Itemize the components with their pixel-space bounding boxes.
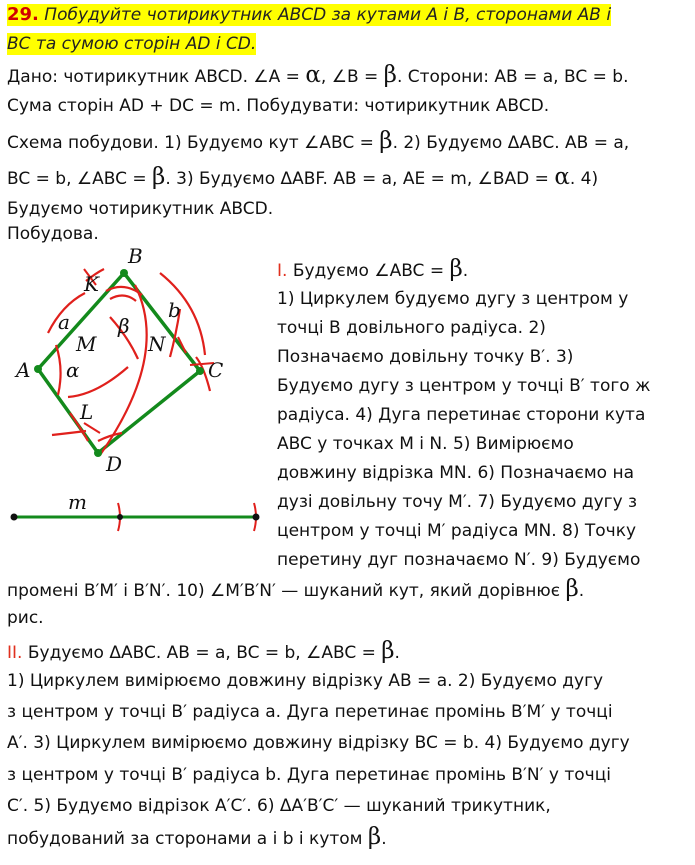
angle-arc-b-inner <box>110 295 136 301</box>
scheme-line-2 <box>7 166 598 190</box>
task-text: Побудуйте чотирикутник ABCD за кутами A і B, сторонами AB і <box>44 5 612 25</box>
point-a <box>34 365 42 373</box>
tick-l <box>84 423 100 433</box>
scheme-text: . 4) <box>569 169 599 189</box>
body-line: Позначаємо довільну точку B′. 3) <box>277 347 574 367</box>
step1-heading: I. Будуємо ∠ABC = β. <box>277 256 469 282</box>
step2-text: побудований за сторонами a і b і кутом <box>7 829 368 849</box>
alpha-symbol: α <box>305 62 321 88</box>
scheme-text: . 3) Будуємо ΔABF. AB = a, AE = m, ∠BAD = <box>165 169 555 189</box>
scheme-text: Схема побудови. 1) Будуємо кут ∠ABC = <box>7 133 380 153</box>
body-line: точці B довільного радіуса. 2) <box>277 318 546 338</box>
angle-arc-a <box>56 345 61 395</box>
task-heading-line-2 <box>7 33 256 55</box>
body-line: з центром у точці B′ радіуса b. Дуга перетинає промінь B′N′ у точці <box>7 764 611 785</box>
body-line: ABC у точках M і N. 5) Вимірюємо <box>277 434 574 454</box>
task-number: 29. <box>7 4 39 25</box>
label-a-side: a <box>58 310 70 334</box>
beta-symbol: β <box>381 638 395 664</box>
scheme-line-3: Будуємо чотирикутник ABCD. <box>7 199 274 219</box>
roman-numeral-1: I. <box>277 261 288 281</box>
step2-final-line: побудований за сторонами a і b і кутом β. <box>7 824 387 850</box>
step1-final-line: промені B′M′ і B′N′. 10) ∠M′B′N′ — шуканий кут, який дорівнює β. <box>7 576 585 602</box>
beta-symbol: β <box>379 128 393 154</box>
given-text: , ∠B = <box>320 67 384 87</box>
arc-top-right <box>160 273 205 355</box>
point-m-start <box>11 514 18 521</box>
label-m: M <box>76 332 97 356</box>
point-b <box>120 269 128 277</box>
task-text-cont: BC та сумою сторін AD і CD. <box>7 34 257 54</box>
step1-title: Будуємо ∠ABC = <box>287 261 450 281</box>
beta-symbol: β <box>565 576 579 602</box>
label-d: D <box>106 452 123 476</box>
label-n: N <box>148 332 166 356</box>
alpha-symbol: α <box>554 164 570 190</box>
body-line: радіуса. 4) Дуга перетинає сторони кута <box>277 405 646 425</box>
body-line: C′. 5) Будуємо відрізок A′C′. 6) ΔA′B′C′ — шуканий трикутник, <box>7 795 551 816</box>
body-line: 1) Циркулем вимірюємо довжину відрізку AB = a. 2) Будуємо дугу <box>7 671 604 691</box>
label-a: A <box>16 358 31 382</box>
step1-text: промені B′M′ і B′N′. 10) ∠M′B′N′ — шуканий кут, який дорівнює <box>7 581 566 601</box>
step1-figure-ref: рис. <box>7 608 44 628</box>
label-b-side: b <box>168 298 181 322</box>
step2-heading: II. Будуємо ΔABC. AB = a, BC = b, ∠ABC = β. <box>7 638 400 664</box>
given-line-1 <box>7 64 628 88</box>
arc-d-left <box>52 431 86 435</box>
given-line-2: Сума сторін AD + DC = m. Побудувати: чотирикутник ABCD. <box>7 96 550 116</box>
scheme-line-1 <box>7 130 629 154</box>
point-d <box>94 449 102 457</box>
beta-symbol: β <box>152 164 166 190</box>
body-line: з центром у точці B′ радіуса a. Дуга перетинає промінь B′M′ у точці <box>7 702 613 723</box>
point-m-mid <box>117 514 123 520</box>
body-line: 1) Циркулем будуємо дугу з центром у <box>277 289 629 309</box>
label-c: C <box>208 358 224 382</box>
label-b: B <box>128 245 143 268</box>
beta-symbol: β <box>449 256 463 282</box>
construction-heading: Побудова. <box>7 224 99 244</box>
label-beta: β <box>118 314 130 338</box>
roman-numeral-2: II. <box>7 643 23 663</box>
body-line: дузі довільну точу M′. 7) Будуємо дугу з <box>277 492 638 512</box>
beta-symbol: β <box>367 824 382 850</box>
scheme-text: BC = b, ∠ABC = <box>7 169 153 189</box>
task-heading-line-1 <box>7 4 611 26</box>
beta-symbol: β <box>383 62 397 88</box>
given-text: . Сторони: AB = a, BC = b. <box>396 67 629 87</box>
body-line: A′. 3) Циркулем вимірюємо довжину відрізку BC = b. 4) Будуємо дугу <box>7 733 630 754</box>
body-line: Будуємо дугу з центром у точці B′ того ж <box>277 376 651 396</box>
scheme-text: . 2) Будуємо ΔABC. AB = a, <box>392 133 630 153</box>
label-l: L <box>80 400 94 424</box>
label-alpha: α <box>66 358 80 382</box>
point-m-end <box>253 514 260 521</box>
given-text: Дано: чотирикутник ABCD. ∠A = <box>7 67 306 87</box>
construction-figure <box>0 245 270 535</box>
point-c <box>196 367 204 375</box>
step2-title: Будуємо ΔABC. AB = a, BC = b, ∠ABC = <box>22 643 382 663</box>
label-k: K <box>84 272 99 296</box>
label-m-segment: m <box>68 490 87 514</box>
body-line: перетину дуг позначаємо N′. 9) Будуємо <box>277 550 641 570</box>
body-line: довжину відрізка MN. 6) Позначаємо на <box>277 463 635 483</box>
body-line: центром у точці M′ радіуса MN. 8) Точку <box>277 521 637 541</box>
